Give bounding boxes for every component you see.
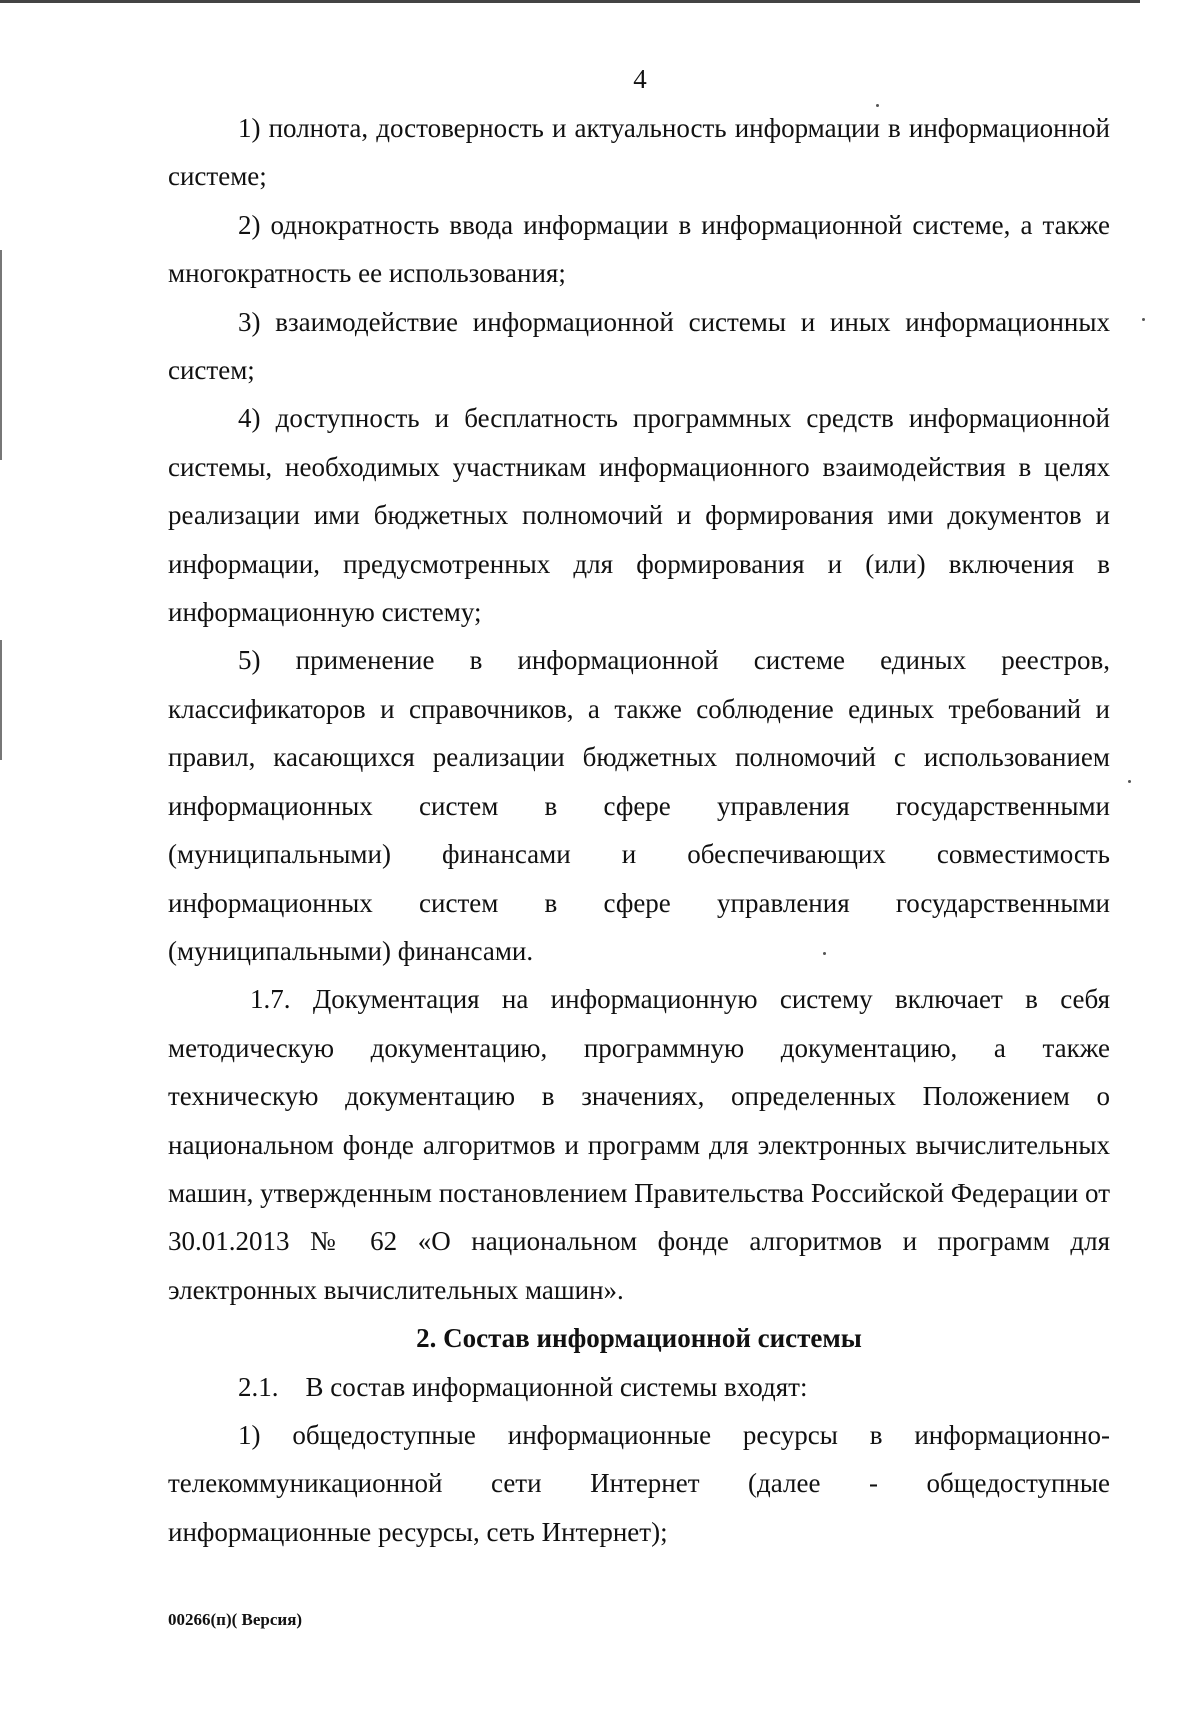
list-item-1: 1) полнота, достоверность и актуальность информации в информационной системе; — [168, 113, 1110, 192]
clause-1-7: 1.7. Документация на информационную систему включает в себя методическую документацию, программную документацию, а также техническую документацию в значениях, определенных Положением о национальном фонде алгоритмов и программ для электронных вычислительных машин, утвержденным постановлением Правительства Российской Федерации от 30.01.2013 № 62 «О национальном фонде алгоритмов и программ для электронных вычислительных машин». — [168, 984, 1110, 1305]
clause-2-1: 2.1. В состав информационной системы входят: — [238, 1371, 808, 1402]
list-item-4: 4) доступность и бесплатность программных средств информационной системы, необходимых участникам информационного взаимодействия в целях реализации ими бюджетных полномочий и формирования ими документов и информации, предусмотренных для формирования и (или) включения в информационную систему; — [168, 403, 1110, 628]
scan-left-mark — [0, 640, 2, 760]
list-item-2: 2) однократность ввода информации в информационной системе, а также многократность ее использования; — [168, 209, 1110, 289]
section-heading: 2. Состав информационной системы — [416, 1323, 862, 1354]
list-item-3: 3) взаимодействие информационной системы и иных информационных систем; — [168, 306, 1110, 386]
scan-speck — [1128, 780, 1131, 783]
scan-top-border — [0, 0, 1140, 3]
section-list-item-1: 1) общедоступные информационные ресурсы в информационно-телекоммуникационной сети Интернет (далее - общедоступные информационные ресурсы, сеть Интернет); — [168, 1419, 1110, 1547]
document-body — [168, 104, 1110, 1556]
page-number: 4 — [633, 64, 647, 94]
scan-speck — [1142, 318, 1145, 321]
scan-left-mark — [0, 250, 2, 460]
list-item-5: 5) применение в информационной системе единых реестров, классификаторов и справочников, а также соблюдение единых требований и правил, касающихся реализации бюджетных полномочий с использованием информационных систем в сфере управления государственными (муниципальными) финансами и обеспечивающих совместимость информационных систем в сфере управления государственными (муниципальными) финансами. — [168, 645, 1110, 966]
footer-document-code: 00266(п)( Версия) — [168, 1610, 303, 1629]
